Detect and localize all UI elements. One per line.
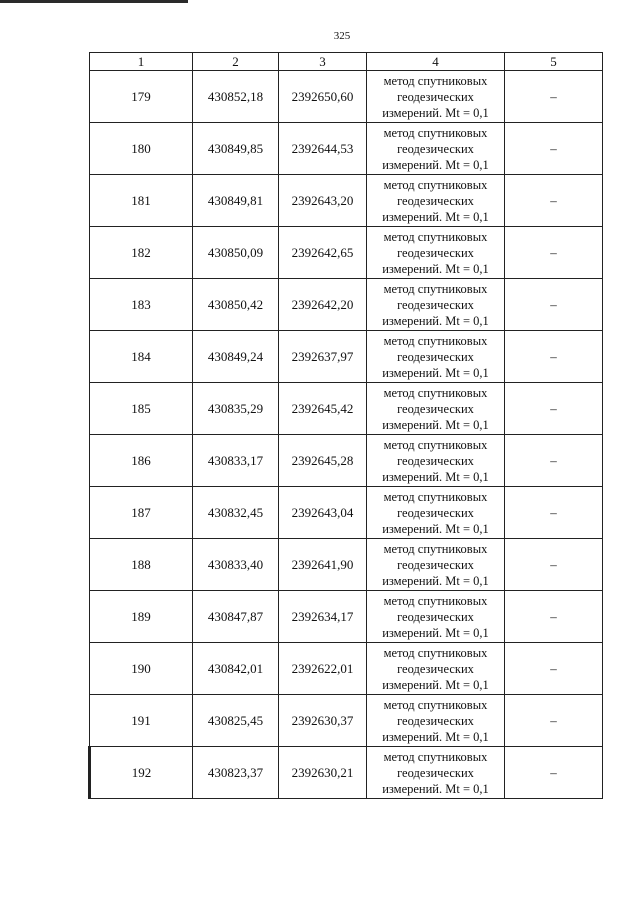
method-cell: метод спутниковых геодезических измерений. Mt = 0,1 [367, 435, 505, 487]
y-coordinate-cell: 2392643,20 [279, 175, 367, 227]
y-coordinate-cell: 2392645,42 [279, 383, 367, 435]
note-cell: – [505, 539, 603, 591]
header-cell-5: 5 [505, 53, 603, 71]
y-coordinate-cell: 2392645,28 [279, 435, 367, 487]
method-cell: метод спутниковых геодезических измерений. Mt = 0,1 [367, 71, 505, 123]
point-number-cell: 183 [90, 279, 193, 331]
header-cell-2: 2 [193, 53, 279, 71]
point-number-cell: 184 [90, 331, 193, 383]
table-row [90, 435, 603, 487]
y-coordinate-cell: 2392637,97 [279, 331, 367, 383]
note-cell: – [505, 331, 603, 383]
x-coordinate-cell: 430833,17 [193, 435, 279, 487]
table-row [90, 71, 603, 123]
method-cell: метод спутниковых геодезических измерений. Mt = 0,1 [367, 747, 505, 799]
table-row [90, 591, 603, 643]
note-cell: – [505, 123, 603, 175]
point-number-cell: 187 [90, 487, 193, 539]
method-cell: метод спутниковых геодезических измерений. Mt = 0,1 [367, 487, 505, 539]
y-coordinate-cell: 2392650,60 [279, 71, 367, 123]
coordinates-table [88, 52, 603, 799]
note-cell: – [505, 435, 603, 487]
method-cell: метод спутниковых геодезических измерений. Mt = 0,1 [367, 383, 505, 435]
method-cell: метод спутниковых геодезических измерений. Mt = 0,1 [367, 331, 505, 383]
x-coordinate-cell: 430849,81 [193, 175, 279, 227]
table-row [90, 539, 603, 591]
x-coordinate-cell: 430847,87 [193, 591, 279, 643]
method-cell: метод спутниковых геодезических измерений. Mt = 0,1 [367, 539, 505, 591]
note-cell: – [505, 591, 603, 643]
point-number-cell: 182 [90, 227, 193, 279]
x-coordinate-cell: 430850,09 [193, 227, 279, 279]
method-cell: метод спутниковых геодезических измерений. Mt = 0,1 [367, 227, 505, 279]
point-number-cell: 189 [90, 591, 193, 643]
header-row [90, 53, 603, 71]
header-cell-3: 3 [279, 53, 367, 71]
method-cell: метод спутниковых геодезических измерений. Mt = 0,1 [367, 123, 505, 175]
note-cell: – [505, 383, 603, 435]
table-row [90, 643, 603, 695]
header-cell-4: 4 [367, 53, 505, 71]
method-cell: метод спутниковых геодезических измерений. Mt = 0,1 [367, 643, 505, 695]
x-coordinate-cell: 430832,45 [193, 487, 279, 539]
note-cell: – [505, 747, 603, 799]
x-coordinate-cell: 430833,40 [193, 539, 279, 591]
table-row [90, 227, 603, 279]
table-row [90, 383, 603, 435]
point-number-cell: 186 [90, 435, 193, 487]
x-coordinate-cell: 430850,42 [193, 279, 279, 331]
point-number-cell: 191 [90, 695, 193, 747]
table-row [90, 331, 603, 383]
table-row [90, 747, 603, 799]
point-number-cell: 180 [90, 123, 193, 175]
point-number-cell: 190 [90, 643, 193, 695]
note-cell: – [505, 643, 603, 695]
x-coordinate-cell: 430825,45 [193, 695, 279, 747]
point-number-cell: 179 [90, 71, 193, 123]
table-row [90, 175, 603, 227]
y-coordinate-cell: 2392630,37 [279, 695, 367, 747]
note-cell: – [505, 175, 603, 227]
method-cell: метод спутниковых геодезических измерений. Mt = 0,1 [367, 591, 505, 643]
x-coordinate-cell: 430849,85 [193, 123, 279, 175]
y-coordinate-cell: 2392634,17 [279, 591, 367, 643]
note-cell: – [505, 487, 603, 539]
point-number-cell: 192 [90, 747, 193, 799]
point-number-cell: 185 [90, 383, 193, 435]
y-coordinate-cell: 2392643,04 [279, 487, 367, 539]
y-coordinate-cell: 2392642,20 [279, 279, 367, 331]
x-coordinate-cell: 430842,01 [193, 643, 279, 695]
method-cell: метод спутниковых геодезических измерений. Mt = 0,1 [367, 695, 505, 747]
y-coordinate-cell: 2392622,01 [279, 643, 367, 695]
note-cell: – [505, 227, 603, 279]
header-cell-1: 1 [90, 53, 193, 71]
top-rule [0, 0, 188, 3]
table-row [90, 487, 603, 539]
y-coordinate-cell: 2392642,65 [279, 227, 367, 279]
x-coordinate-cell: 430852,18 [193, 71, 279, 123]
table-row [90, 279, 603, 331]
method-cell: метод спутниковых геодезических измерений. Mt = 0,1 [367, 175, 505, 227]
note-cell: – [505, 71, 603, 123]
point-number-cell: 188 [90, 539, 193, 591]
y-coordinate-cell: 2392641,90 [279, 539, 367, 591]
x-coordinate-cell: 430823,37 [193, 747, 279, 799]
table-body [90, 53, 603, 799]
table-row [90, 695, 603, 747]
y-coordinate-cell: 2392644,53 [279, 123, 367, 175]
method-cell: метод спутниковых геодезических измерений. Mt = 0,1 [367, 279, 505, 331]
note-cell: – [505, 279, 603, 331]
y-coordinate-cell: 2392630,21 [279, 747, 367, 799]
table-row [90, 123, 603, 175]
x-coordinate-cell: 430835,29 [193, 383, 279, 435]
point-number-cell: 181 [90, 175, 193, 227]
x-coordinate-cell: 430849,24 [193, 331, 279, 383]
note-cell: – [505, 695, 603, 747]
page-number: 325 [333, 30, 351, 42]
